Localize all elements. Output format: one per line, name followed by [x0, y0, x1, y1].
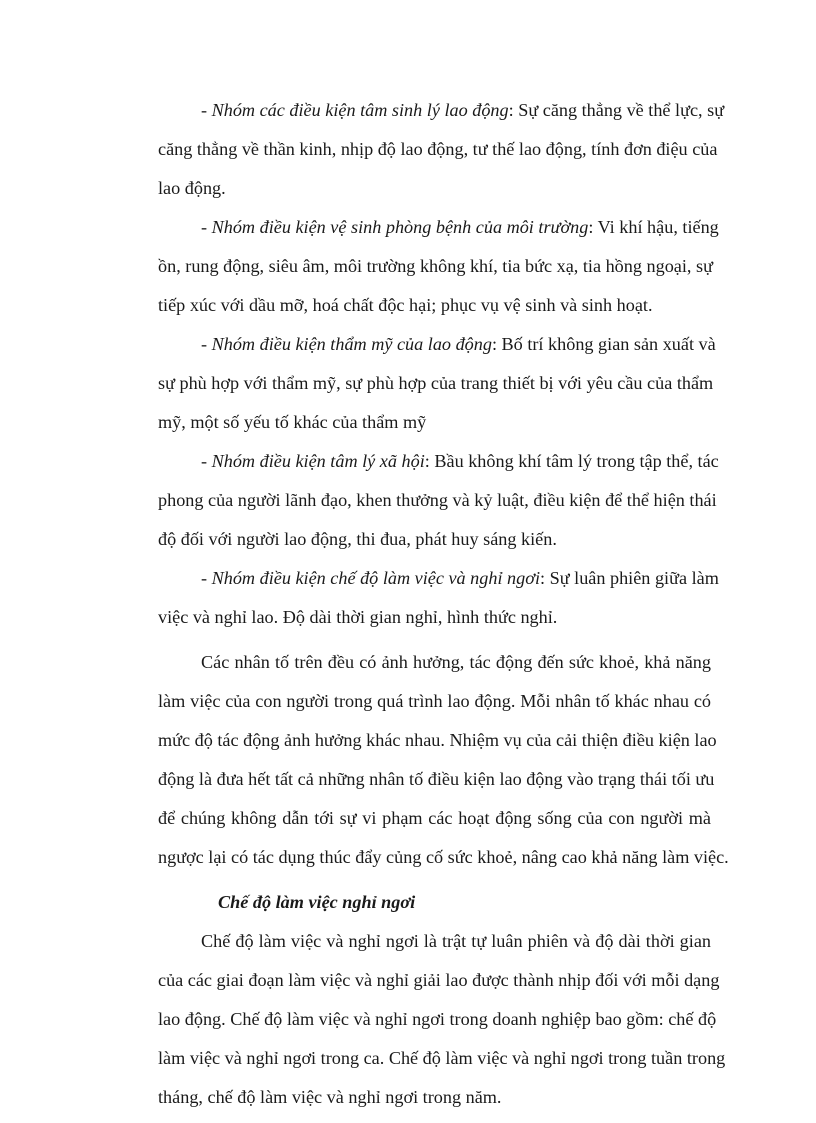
- p3-line-2: sự phù hợp với thẩm mỹ, sự phù hợp của trang thiết bị với yêu cầu của thẩm: [158, 373, 714, 393]
- p4-text-first: : Bầu không khí tâm lý trong tập thể, tác: [424, 451, 719, 471]
- p1-text-first: : Sự căng thẳng về thể lực, sự: [508, 100, 725, 120]
- p3-label: - Nhóm điều kiện thẩm mỹ của lao động: [201, 334, 492, 354]
- p6-line-6: ngược lại có tác dụng thúc đẩy củng cố sức khoẻ, nâng cao khả năng làm việc.: [158, 847, 729, 867]
- p7-line-2: của các giai đoạn làm việc và nghỉ giải lao được thành nhịp đối với mỗi dạng: [158, 970, 720, 990]
- p2-line-1: [201, 217, 719, 237]
- p6-line-4: động là đưa hết tất cả những nhân tố điều kiện lao động vào trạng thái tối ưu: [158, 769, 715, 789]
- p5-line-1: [201, 568, 719, 588]
- p6-line-3: mức độ tác động ảnh hưởng khác nhau. Nhiệm vụ của cải thiện điều kiện lao: [158, 730, 717, 750]
- p6-line-2: làm việc của con người trong quá trình lao động. Mỗi nhân tố khác nhau có: [158, 691, 711, 711]
- p4-label: - Nhóm điều kiện tâm lý xã hội: [201, 451, 425, 471]
- p3-line-3: mỹ, một số yếu tố khác của thẩm mỹ: [158, 412, 427, 432]
- p4-line-1: [201, 451, 719, 471]
- p2-label: - Nhóm điều kiện vệ sinh phòng bệnh của môi trường: [201, 217, 589, 237]
- p7-line-1: Chế độ làm việc và nghỉ ngơi là trật tự luân phiên và độ dài thời gian: [201, 931, 711, 951]
- p1-line-3: lao động.: [158, 178, 226, 198]
- p6-line-5: để chúng không dẫn tới sự vi phạm các hoạt động sống của con người mà: [158, 808, 711, 828]
- p7-line-3: lao động. Chế độ làm việc và nghỉ ngơi trong doanh nghiệp bao gồm: chế độ: [158, 1009, 717, 1029]
- p2-line-3: tiếp xúc với dầu mỡ, hoá chất độc hại; phục vụ vệ sinh và sinh hoạt.: [158, 295, 653, 315]
- p7-line-5: tháng, chế độ làm việc và nghỉ ngơi trong năm.: [158, 1087, 502, 1107]
- p3-text-first: : Bố trí không gian sản xuất và: [491, 334, 716, 354]
- p6-line-1: Các nhân tố trên đều có ảnh hưởng, tác động đến sức khoẻ, khả năng: [201, 652, 711, 672]
- p5-text-first: : Sự luân phiên giữa làm: [540, 568, 719, 588]
- p2-line-2: ồn, rung động, siêu âm, môi trường không khí, tia bức xạ, tia hồng ngoại, sự: [158, 256, 713, 276]
- p5-label: - Nhóm điều kiện chế độ làm việc và nghỉ ngơi: [201, 568, 541, 588]
- section-heading: Chế độ làm việc nghỉ ngơi: [218, 892, 416, 912]
- p4-line-3: độ đối với người lao động, thi đua, phát huy sáng kiến.: [158, 529, 557, 549]
- p2-text-first: : Vi khí hậu, tiếng: [588, 217, 719, 237]
- p1-line-1: [201, 100, 725, 120]
- p3-line-1: [201, 334, 716, 354]
- p5-line-2: việc và nghỉ lao. Độ dài thời gian nghỉ, hình thức nghỉ.: [158, 607, 558, 627]
- p1-label: - Nhóm các điều kiện tâm sinh lý lao động: [201, 100, 509, 120]
- p7-line-4: làm việc và nghỉ ngơi trong ca. Chế độ làm việc và nghỉ ngơi trong tuần trong: [158, 1048, 726, 1068]
- p1-line-2: căng thẳng về thần kinh, nhịp độ lao động, tư thế lao động, tính đơn điệu của: [158, 139, 718, 159]
- p4-line-2: phong của người lãnh đạo, khen thưởng và kỷ luật, điều kiện để thể hiện thái: [158, 490, 717, 510]
